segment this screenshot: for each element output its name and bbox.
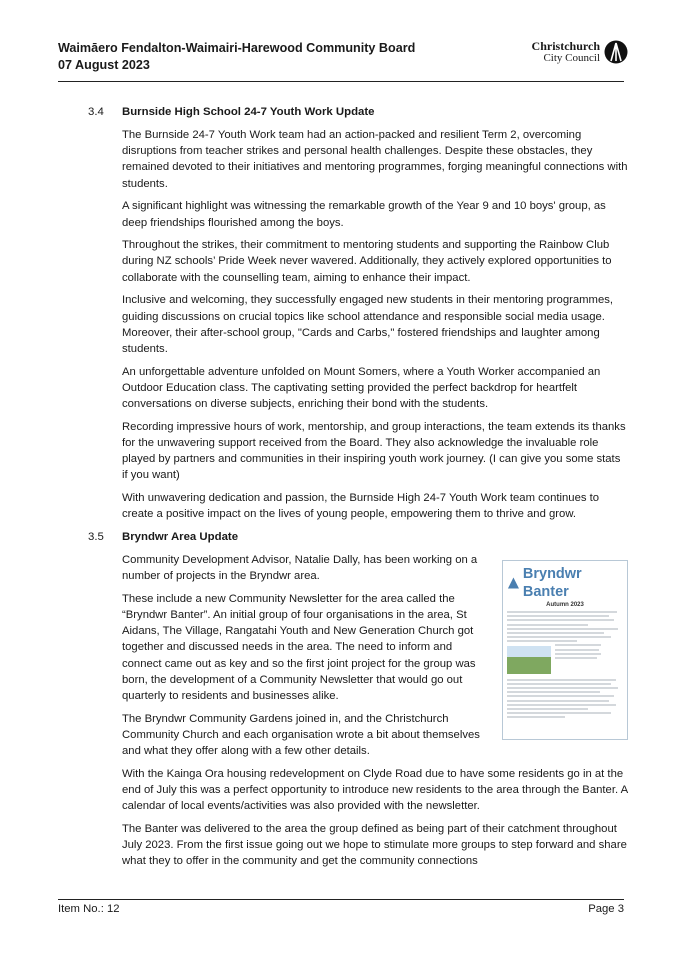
paragraph: These include a new Community Newsletter for the area called the “Bryndwr Banter”. An initial group of four organisations in the area, St Aidans, The Village, Rangatahi Youth and New Generation Church got together and discussed needs in the area. The need to inform and connect came out as key and so the first joint project for the group was born, the development of a Community Newsletter that would go out quarterly to residents and businesses alike. [122, 592, 476, 703]
paragraph: Throughout the strikes, their commitment to mentoring students and supporting the Rainbow Club during NZ schools’ Pride Week never wavered. Additionally, they actively explored opportunities to collaborate with the counselling team, aiming to enhance their impact. [122, 239, 612, 284]
section-body [58, 552, 628, 870]
paragraph: The Burnside 24-7 Youth Work team had an action-packed and resilient Term 2, overcoming disruptions from teacher strikes and personal health challenges. Despite these obstacles, they remained devoted to their initiatives and mentoring programmes, forging meaningful connections with students. [122, 129, 628, 190]
paragraph: With the Kainga Ora housing redevelopment on Clyde Road due to have some residents go in at the end of July this was a perfect opportunity to introduce new residents to the area through the Banter. A calendar of local events/activities was also provided with the newsletter. [122, 767, 628, 813]
bryndwr-logo-icon [507, 576, 520, 590]
council-logo [532, 40, 628, 64]
newsletter-photo [507, 646, 551, 674]
council-logo-icon [604, 40, 628, 64]
paragraph: Recording impressive hours of work, mentorship, and group interactions, the team extends its thanks for the unwavering support received from the Board. They also acknowledge the invaluable role played by partners and communities in their inspiring youth work journey. (I can give you some stats if you want) [122, 420, 626, 482]
paragraph: A significant highlight was witnessing the remarkable growth of the Year 9 and 10 boys' group, as deep friendships flourished among the boys. [122, 200, 606, 229]
section-heading [58, 104, 628, 120]
board-name: Waimāero Fendalton-Waimairi-Harewood Community Board [58, 41, 416, 55]
section-title: Bryndwr Area Update [122, 530, 239, 543]
logo-line-2: City Council [543, 52, 600, 64]
footer-divider [58, 899, 624, 900]
meeting-date: 07 August 2023 [58, 58, 150, 72]
newsletter-issue: Autumn 2023 [546, 601, 584, 608]
section-heading [58, 529, 628, 545]
paragraph: An unforgettable adventure unfolded on Mount Somers, where a Youth Worker accompanied an Outdoor Education class. The captivating setting provided the perfect backdrop for heartfelt conversations on diverse subjects, enriching their bond with the students. [122, 365, 601, 411]
paragraph: Community Development Advisor, Natalie Dally, has been working on a number of projects in the Bryndwr area. [122, 553, 478, 583]
section-body [58, 127, 628, 522]
page-header [58, 40, 628, 74]
paragraph: Inclusive and welcoming, they successfully engaged new students in their mentoring programmes, guiding discussions on crucial topics like school attendance and responsible social media usage. Moreover, their after-school group, "Cards and Carbs," fostered friendships and laughter among students. [122, 294, 614, 355]
logo-line-1: Christchurch [531, 39, 600, 53]
newsletter-thumbnail [502, 560, 628, 740]
section-title: Burnside High School 24-7 Youth Work Update [122, 106, 375, 118]
section-number: 3.5 [88, 530, 104, 543]
header-divider [58, 81, 624, 82]
page-number: Page 3 [588, 903, 624, 915]
item-number: Item No.: 12 [58, 903, 120, 915]
paragraph: With unwavering dedication and passion, the Burnside High 24-7 Youth Work team continues to create a positive impact on the lives of young people, empowering them to thrive and grow. [122, 492, 600, 521]
newsletter-title: Bryndwr Banter [522, 565, 582, 600]
page-content [58, 104, 628, 876]
paragraph: The Banter was delivered to the area the group defined as being part of their catchment throughout July 2023. From the first issue going out we hope to stimulate more groups to step forward and share what they to offer in the community and get the community connections [122, 823, 627, 868]
page-footer [58, 902, 624, 916]
section-number: 3.4 [88, 106, 104, 118]
paragraph: The Bryndwr Community Gardens joined in, and the Christchurch Community Church and each organisation wrote a bit about themselves and what they offer along with a few other details. [122, 712, 480, 758]
